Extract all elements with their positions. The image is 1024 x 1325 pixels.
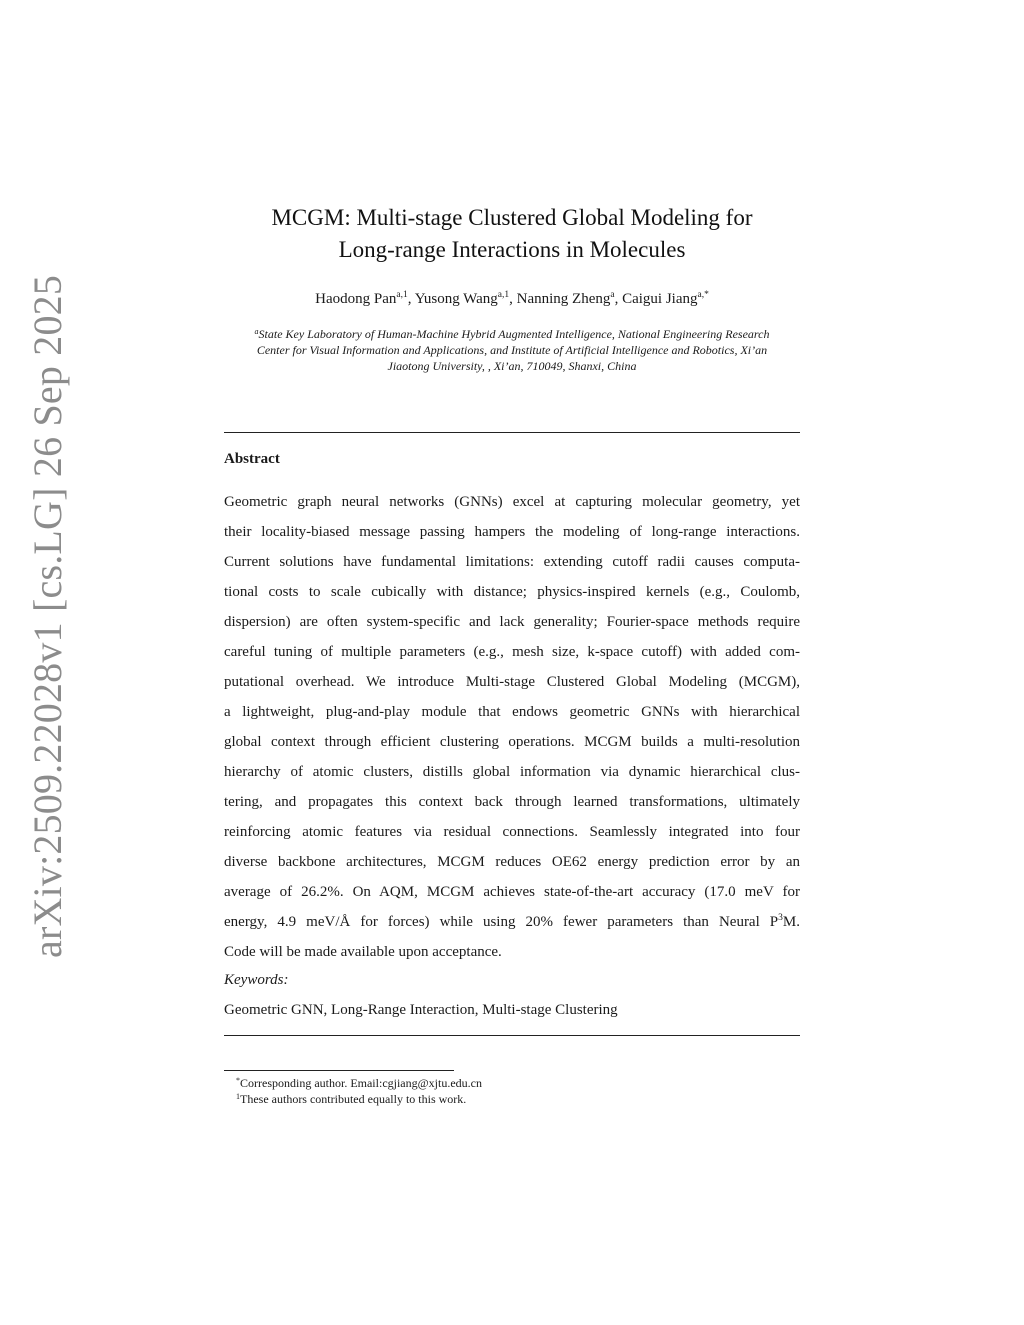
affiliation-block bbox=[224, 326, 800, 374]
paper-title bbox=[224, 202, 800, 266]
abstract-line-text: energy, 4.9 meV/Å for forces) while using 20% fewer parameters than Neural P bbox=[224, 914, 779, 930]
abstract-bottom-rule bbox=[224, 1035, 800, 1036]
footnote-corresponding-author bbox=[236, 1075, 482, 1091]
abstract-line: tering, and propagates this context back through learned transformations, ultimately bbox=[224, 794, 800, 810]
author-affiliation-mark: a,1 bbox=[396, 290, 408, 300]
abstract-line: their locality-biased message passing hampers the modeling of long-range interactions. bbox=[224, 524, 800, 540]
affiliation-line-2: Center for Visual Information and Applications, and Institute of Artificial Intelligence and Robotics, Xi’an bbox=[256, 343, 768, 357]
abstract-line: Current solutions have fundamental limitations: extending cutoff radii causes computa- bbox=[224, 554, 800, 570]
abstract-line: putational overhead. We introduce Multi-stage Clustered Global Modeling (MCGM), bbox=[224, 674, 800, 690]
abstract-line: global context through efficient clustering operations. MCGM builds a multi-resolution bbox=[224, 734, 800, 750]
abstract-line: Code will be made available upon acceptance. bbox=[224, 944, 502, 960]
author-separator: , bbox=[614, 291, 623, 307]
abstract-line-text: M. bbox=[782, 914, 800, 930]
author-list bbox=[224, 289, 800, 309]
author-affiliation-mark: a,1 bbox=[497, 290, 510, 300]
abstract-line: hierarchy of atomic clusters, distills global information via dynamic hierarchical clus- bbox=[224, 764, 800, 780]
author-separator: , bbox=[407, 291, 415, 307]
keywords-label: Keywords: bbox=[224, 972, 289, 988]
abstract-heading: Abstract bbox=[224, 451, 280, 467]
footnote-equal-contribution bbox=[236, 1091, 482, 1107]
paper-title-line-1: MCGM: Multi-stage Clustered Global Modeling for bbox=[271, 205, 753, 230]
footnote-rule bbox=[224, 1070, 454, 1071]
abstract-line: tional costs to scale cubically with distance; physics-inspired kernels (e.g., Coulomb, bbox=[224, 584, 800, 600]
abstract-line: Geometric graph neural networks (GNNs) excel at capturing molecular geometry, yet bbox=[224, 494, 800, 510]
footnote-mark: * bbox=[236, 1076, 240, 1085]
footnote-mark: 1 bbox=[236, 1092, 240, 1101]
abstract-line: dispersion) are often system-specific and lack generality; Fourier-space methods require bbox=[224, 614, 800, 630]
affiliation-text: State Key Laboratory of Human-Machine Hybrid Augmented Intelligence, National Engineering Research bbox=[258, 327, 770, 341]
affiliation-line-3: Jiaotong University, , Xi’an, 710049, Shanxi, China bbox=[387, 359, 637, 373]
author-name: Haodong Pan bbox=[315, 291, 397, 307]
superscript-three: 3 bbox=[778, 913, 783, 923]
keywords-text: Geometric GNN, Long-Range Interaction, Multi-stage Clustering bbox=[224, 1002, 618, 1018]
arxiv-identifier-stamp: arXiv:2509.22028v1 [cs.LG] 26 Sep 2025 bbox=[25, 274, 70, 958]
footnotes bbox=[236, 1075, 482, 1107]
abstract-line: a lightweight, plug-and-play module that endows geometric GNNs with hierarchical bbox=[224, 704, 800, 720]
abstract-line bbox=[224, 907, 800, 937]
footnote-text: These authors contributed equally to this work. bbox=[240, 1092, 467, 1106]
author-separator: , bbox=[509, 291, 517, 307]
affiliation-mark: a bbox=[254, 327, 259, 336]
author-name: Caigui Jiang bbox=[622, 291, 698, 307]
abstract-line: average of 26.2%. On AQM, MCGM achieves state-of-the-art accuracy (17.0 meV for bbox=[224, 884, 800, 900]
abstract-line: reinforcing atomic features via residual connections. Seamlessly integrated into four bbox=[224, 824, 800, 840]
abstract-line: diverse backbone architectures, MCGM reduces OE62 energy prediction error by an bbox=[224, 854, 800, 870]
abstract-top-rule bbox=[224, 432, 800, 433]
author-affiliation-mark: a bbox=[610, 290, 615, 300]
footnote-text: Corresponding author. Email:cgjiang@xjtu.edu.cn bbox=[240, 1076, 483, 1090]
author-name: Nanning Zheng bbox=[516, 291, 611, 307]
paper-title-line-2: Long-range Interactions in Molecules bbox=[338, 237, 686, 262]
abstract-body bbox=[224, 487, 800, 967]
abstract-line: careful tuning of multiple parameters (e.g., mesh size, k-space cutoff) with added com- bbox=[224, 644, 800, 660]
affiliation-line-1 bbox=[224, 326, 800, 342]
author-affiliation-mark: a,* bbox=[697, 290, 709, 300]
author-name: Yusong Wang bbox=[414, 291, 498, 307]
